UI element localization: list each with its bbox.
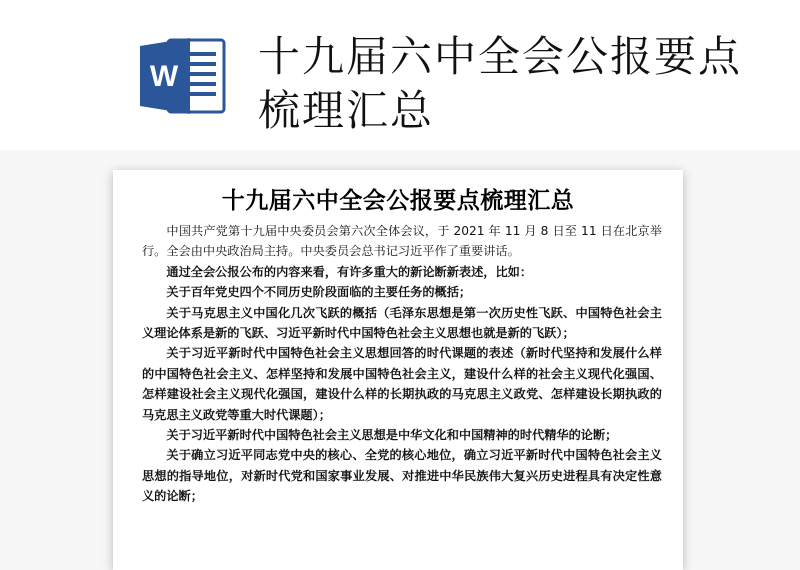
paragraph-point: 关于习近平新时代中国特色社会主义思想是中华文化和中国精神的时代精华的论断； (166, 428, 618, 443)
paragraph-lead: 通过全会公报公布的内容来看，有许多重大的新论断新表述，比如： (166, 264, 533, 279)
document-page (113, 170, 683, 570)
word-document-icon (138, 36, 228, 116)
document-title: 十九届六中全会公报要点梳理汇总 (221, 188, 575, 214)
header-banner (0, 0, 800, 150)
paragraph-point: 关于马克思主义中国化几次飞跃的概括（毛泽东思想是第一次历史性飞跃、中国特色社会主义理论体系是新的飞跃、习近平新时代中国特色社会主义思想也就是新的飞跃）； (142, 305, 662, 341)
paragraph-point: 关于百年党史四个不同历史阶段面临的主要任务的概括； (166, 285, 472, 300)
paragraph-point: 关于习近平新时代中国特色社会主义思想回答的时代课题的表述（新时代坚持和发展什么样的中国特色社会主义、怎样坚持和发展中国特色社会主义，建设什么样的社会主义现代化强国、怎样建设社会主义现代化强国，建设什么样的长期执政的马克思主义政党、怎样建设长期执政的马克思主义政党等重大时代课题）； (142, 346, 662, 422)
paragraph-intro: 中国共产党第十九届中央委员会第六次全体会议，于 2021 年 11 月 8 日至 11 日在北京举行。全会由中央政治局主持。中央委员会总书记习近平作了重要讲话。 (142, 224, 662, 259)
document-body (142, 221, 662, 507)
word-icon-letter: W (149, 60, 179, 93)
paragraph-point: 关于确立习近平同志党中央的核心、全党的核心地位，确立习近平新时代中国特色社会主义思想的指导地位，对新时代党和国家事业发展、对推进中华民族伟大复兴历史进程具有决定性意义的论断； (142, 448, 662, 504)
page-title: 十九届六中全会公报要点梳理汇总 (258, 32, 743, 135)
